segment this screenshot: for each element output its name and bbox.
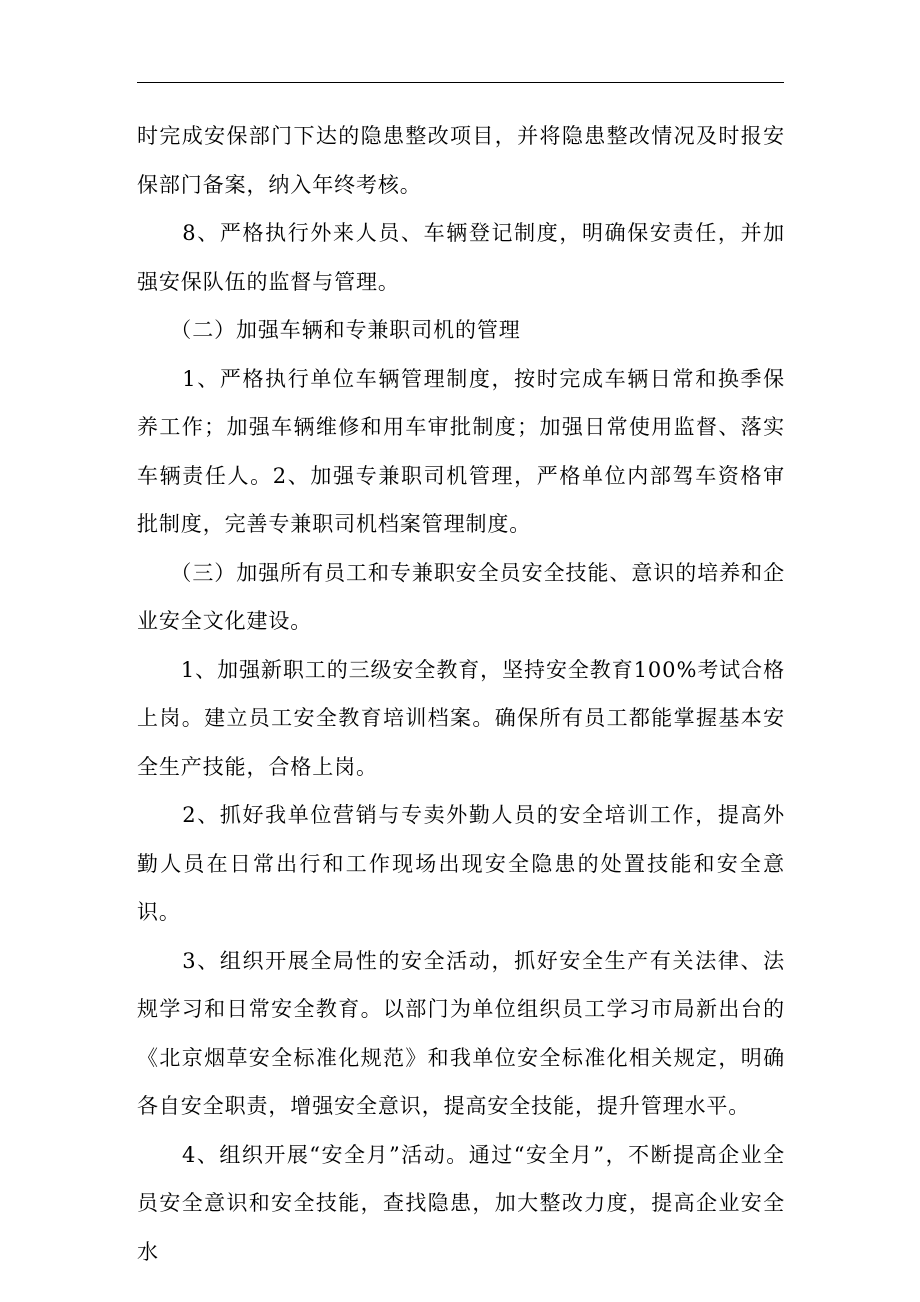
paragraph-item-3: 3、组织开展全局性的安全活动，抓好安全生产有关法律、法规学习和日常安全教育。以部门为单位组织员工学习市局新出台的《北京烟草安全标准化规范》和我单位安全标准化相关规定，明确各自安全职责，增强安全意识，提高安全技能，提升管理水平。 <box>137 948 785 1118</box>
paragraph-item-8: 8、严格执行外来人员、车辆登记制度，明确保安责任，并加强安保队伍的监督与管理。 <box>137 221 785 294</box>
section-heading-3: （三）加强所有员工和专兼职安全员安全技能、意识的培养和企业安全文化建设。 <box>137 560 785 633</box>
paragraph-vehicle-management: 1、严格执行单位车辆管理制度，按时完成车辆日常和换季保养工作；加强车辆维修和用车审批制度；加强日常使用监督、落实车辆责任人。2、加强专兼职司机管理，严格单位内部驾车资格审批制度，完善专兼职司机档案管理制度。 <box>137 366 785 536</box>
header-rule <box>137 82 784 83</box>
paragraph-item-4: 4、组织开展“安全月”活动。通过“安全月”，不断提高企业全员安全意识和安全技能，查找隐患，加大整改力度，提高企业安全水 <box>137 1142 785 1264</box>
paragraph-continuation: 时完成安保部门下达的隐患整改项目，并将隐患整改情况及时报安保部门备案，纳入年终考核。 <box>137 124 785 197</box>
paragraph-item-2: 2、抓好我单位营销与专卖外勤人员的安全培训工作，提高外勤人员在日常出行和工作现场出现安全隐患的处置技能和安全意识。 <box>137 803 785 924</box>
section-heading-2: （二）加强车辆和专兼职司机的管理 <box>137 318 521 342</box>
document-body <box>137 112 785 1276</box>
paragraph-item-1: 1、加强新职工的三级安全教育，坚持安全教育100%考试合格上岗。建立员工安全教育培训档案。确保所有员工都能掌握基本安全生产技能，合格上岗。 <box>137 657 785 779</box>
